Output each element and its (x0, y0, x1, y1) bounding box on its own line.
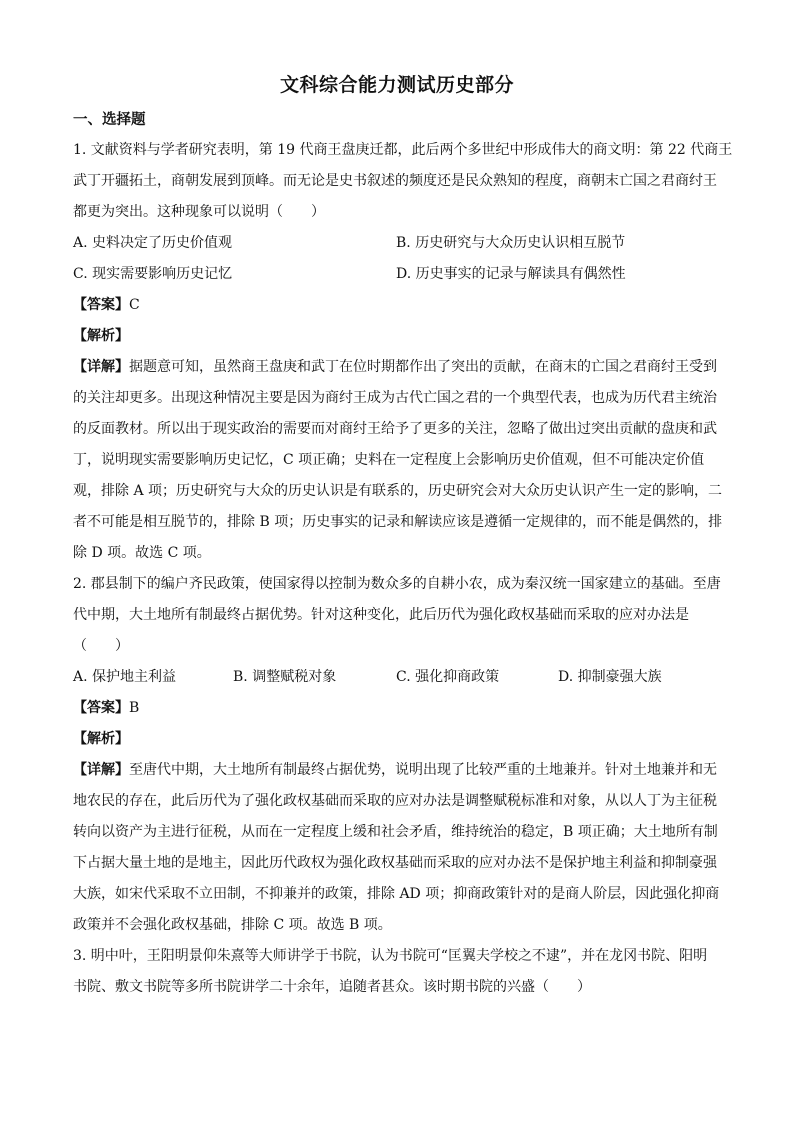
question-1-detail (73, 352, 723, 569)
detail-line: 【详解】据题意可知，虽然商王盘庚和武丁在位时期都作出了突出的贡献，在商末的亡国之君商纣王受到 (73, 359, 717, 375)
detail-line: 除 D 项。故选 C 项。 (73, 545, 211, 561)
question-1-line: 1. 文献资料与学者研究表明，第 19 代商王盘庚迁都，此后两个多世纪中形成伟大的商文明：第 22 代商王 (73, 142, 733, 158)
document-title: 文科综合能力测试历史部分 (279, 74, 514, 96)
detail-line: 丁，说明现实需要影响历史记忆，C 项正确；史料在一定程度上会影响历史价值观，但不可能决定价值 (73, 452, 705, 468)
detail-tag: 【详解】 (73, 359, 129, 375)
question-1-line: 武丁开疆拓土，商朝发展到顶峰。而无论是史书叙述的频度还是民众熟知的程度，商朝末亡国之君商纣王 (73, 173, 717, 189)
question-3-stem (73, 941, 708, 1003)
detail-line: 大族，如宋代采取不立田制，不抑兼并的政策，排除 AD 项；抑商政策针对的是商人阶层，因此强化抑商 (73, 886, 720, 902)
question-2-option-b: B. 调整赋税对象 (233, 669, 337, 685)
answer-value: C (129, 297, 140, 313)
question-1-option-a: A. 史料决定了历史价值观 (73, 235, 233, 251)
detail-line: 的反面教材。所以出于现实政治的需要而对商纣王给予了更多的关注，忽略了做出过突出贡献的盘庚和武 (73, 421, 717, 437)
detail-line: 地农民的存在，此后历代为了强化政权基础而采取的应对办法是调整赋税标准和对象，从以人丁为主征税 (73, 793, 717, 809)
question-1-options-row-2 (73, 259, 673, 290)
question-2-analysis (73, 724, 129, 755)
question-2-detail (73, 755, 720, 941)
question-3-line: 3. 明中叶，王阳明景仰朱熹等大师讲学于书院，认为书院可“匡翼夫学校之不逮”，并在龙冈书院、阳明 (73, 948, 708, 964)
detail-line: 观，排除 A 项；历史研究与大众的历史认识是有联系的，历史研究会对大众历史认识产生一定的影响，二 (73, 483, 723, 499)
detail-line: 下占据大量土地的是地主，因此历代政权为强化政权基础而采取的应对办法不是保护地主利益和抑制豪强 (73, 855, 717, 871)
question-3-line: 书院、敷文书院等多所书院讲学二十余年，追随者甚众。该时期书院的兴盛（ ） (73, 979, 591, 995)
question-2-line: 代中期，大土地所有制最终占据优势。针对这种变化，此后历代为强化政权基础而采取的应对办法是 (73, 607, 689, 623)
answer-tag: 【答案】 (73, 700, 129, 716)
detail-line: 的关注却更多。出现这种情况主要是因为商纣王成为古代亡国之君的一个典型代表，也成为历代君主统治 (73, 390, 717, 406)
answer-tag: 【答案】 (73, 297, 129, 313)
analysis-tag: 【解析】 (73, 328, 129, 344)
question-2-stem (73, 569, 721, 662)
question-1-analysis (73, 321, 129, 352)
question-2-option-c: C. 强化抑商政策 (396, 669, 500, 685)
question-2-option-d: D. 抑制豪强大族 (558, 669, 662, 685)
question-1-answer (73, 290, 140, 321)
analysis-tag: 【解析】 (73, 731, 129, 747)
question-1-line: 都更为突出。这种现象可以说明（ ） (73, 204, 325, 220)
detail-line: 政策并不会强化政权基础，排除 C 项。故选 B 项。 (73, 917, 392, 933)
question-2-answer (73, 693, 139, 724)
question-1-option-b: B. 历史研究与大众历史认识相互脱节 (396, 235, 626, 251)
question-1-option-c: C. 现实需要影响历史记忆 (73, 266, 233, 282)
question-1-option-d: D. 历史事实的记录与解读具有偶然性 (396, 266, 626, 282)
question-2-option-a: A. 保护地主利益 (73, 669, 177, 685)
answer-value: B (129, 700, 140, 716)
section-heading: 一、选择题 (73, 111, 146, 128)
question-1-stem (73, 135, 733, 228)
question-2-line: （ ） (73, 638, 129, 654)
question-1-options-row-1 (73, 228, 673, 259)
question-2-line: 2. 郡县制下的编户齐民政策，使国家得以控制为数众多的自耕小农，成为秦汉统一国家建立的基础。至唐 (73, 576, 721, 592)
detail-line: 【详解】至唐代中期，大土地所有制最终占据优势，说明出现了比较严重的土地兼并。针对土地兼并和无 (73, 762, 717, 778)
detail-tag: 【详解】 (73, 762, 129, 778)
detail-line: 者不可能是相互脱节的，排除 B 项；历史事实的记录和解读应该是遵循一定规律的，而不能是偶然的，排 (73, 514, 723, 530)
question-2-options-row (73, 662, 673, 693)
detail-line: 转向以资产为主进行征税，从而在一定程度上缓和社会矛盾，维持统治的稳定，B 项正确；大土地所有制 (73, 824, 718, 840)
